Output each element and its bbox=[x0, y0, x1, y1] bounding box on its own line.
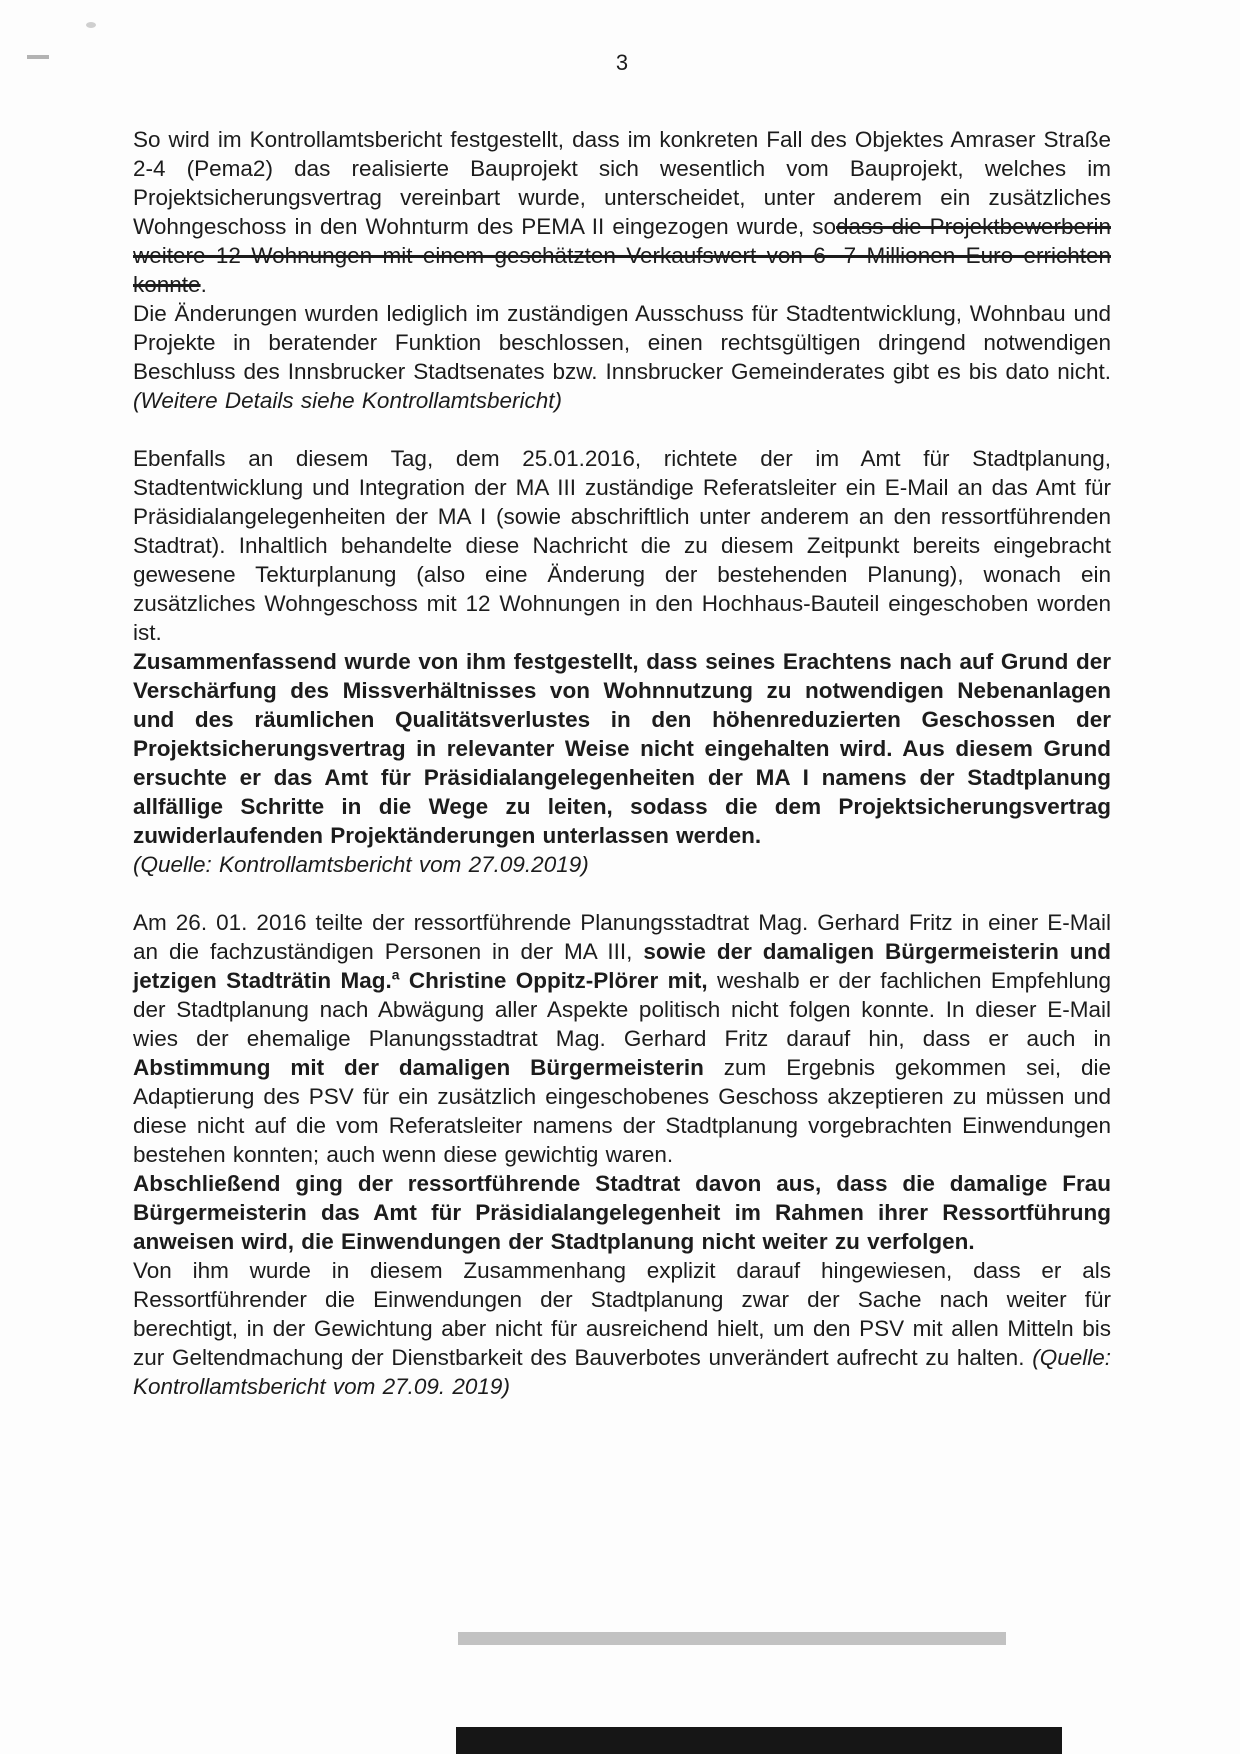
text-run: Am 26. 01. 2016 teilte der ressortführende Planungsstadtrat Mag. Gerhard Fritz in einer E-Mail an die fachzuständigen Personen in der MA III, bbox=[133, 910, 1111, 964]
text-column bbox=[133, 48, 1111, 1401]
text-run: Ebenfalls an diesem Tag, dem 25.01.2016, richtete der im Amt für Stadtplanung, Stadtentwicklung und Integration der MA III zuständige Referatsleiter ein E-Mail an das Amt für Präsidialangelegenheiten der MA I (sowie abschriftlich unter anderem an den ressortführenden Stadtrat). Inhaltlich behandelte diese Nachricht die zu diesem Zeitpunkt bereits eingebracht gewesene Tekturplanung (also eine Änderung der bestehenden Planung), wonach ein zusätzliches Wohngeschoss mit 12 Wohnungen in den Hochhaus-Bauteil eingeschoben worden ist. bbox=[133, 446, 1111, 645]
text-run: (Quelle: Kontrollamtsbericht vom 27.09. 2019) bbox=[133, 1345, 1111, 1399]
scan-artifact-dash bbox=[27, 55, 49, 59]
page-number: 3 bbox=[615, 50, 629, 75]
text-run: (Weitere Details siehe Kontrollamtsbericht) bbox=[133, 388, 562, 413]
para-email-referatsleiter bbox=[133, 444, 1111, 647]
para-von-ihm bbox=[133, 1256, 1111, 1401]
text-run: zum Ergebnis gekommen sei, die Adaptierung des PSV für ein zusätzlich eingeschobenes Geschoss akzeptieren zu müssen und diese nicht auf die vom Referatsleiter namens der Stadtplanung vorgebrachten Einwendungen bestehen konnten; auch wenn diese gewichtig waren. bbox=[133, 1055, 1111, 1167]
para-kontrollamtsbericht-feststellung bbox=[133, 125, 1111, 299]
text-run: Von ihm wurde in diesem Zusammenhang explizit darauf hingewiesen, dass er als Ressortführender die Einwendungen der Stadtplanung zwar der Sache nach weiter für berechtigt, in der Gewichtung aber nicht für ausreichend hielt, um den PSV mit allen Mitteln bis zur Geltendmachung der Dienstbarkeit des Bauverbotes unverändert aufrecht zu halten. bbox=[133, 1258, 1111, 1370]
para-zusammenfassung-bold bbox=[133, 647, 1111, 850]
scan-artifact-speck bbox=[86, 22, 96, 28]
text-run: So wird im Kontrollamtsbericht festgestellt, dass im konkreten Fall des Objektes Amraser Straße 2-4 (Pema2) das realisierte Bauprojekt sich wesentlich vom Bauprojekt, welches im Projektsicherungsvertrag vereinbart wurde, unterscheidet, unter anderem ein zusätzliches Wohngeschoss in den Wohnturm des PEMA II eingezogen wurde, so bbox=[133, 127, 1111, 239]
text-run: Die Änderungen wurden lediglich im zuständigen Ausschuss für Stadtentwicklung, Wohnbau und Projekte in beratender Funktion beschlossen, einen rechtsgültigen dringend notwendigen Beschluss des Innsbrucker Stadtsenates bzw. Innsbrucker Gemeinderates gibt es bis dato nicht. bbox=[133, 301, 1111, 384]
para-quelle-1 bbox=[133, 850, 1111, 879]
document-body bbox=[133, 125, 1111, 1401]
scan-artifact-black-bar bbox=[456, 1727, 1062, 1754]
para-email-fritz bbox=[133, 908, 1111, 1169]
text-run: Abschließend ging der ressortführende Stadtrat davon aus, dass die damalige Frau Bürgermeisterin das Amt für Präsidialangelegenheit im Rahmen ihrer Ressortführung anweisen wird, die Einwendungen der Stadtplanung nicht weiter zu verfolgen. bbox=[133, 1171, 1111, 1254]
text-run: Abstimmung mit der damaligen Bürgermeisterin bbox=[133, 1055, 704, 1080]
text-run: Zusammenfassend wurde von ihm festgestellt, dass seines Erachtens nach auf Grund der Verschärfung des Missverhältnisses von Wohnnutzung zu notwendigen Nebenanlagen und des räumlichen Qualitätsverlustes in den höhenreduzierten Geschossen der Projektsicherungsvertrag in relevanter Weise nicht eingehalten wird. Aus diesem Grund ersuchte er das Amt für Präsidialangelegenheiten der MA I namens der Stadtplanung allfällige Schritte in die Wege zu leiten, sodass die dem Projektsicherungsvertrag zuwiderlaufenden Projektänderungen unterlassen werden. bbox=[133, 649, 1111, 848]
para-abschliessend-bold bbox=[133, 1169, 1111, 1256]
text-run: weshalb er der fachlichen Empfehlung der Stadtplanung nach Abwägung aller Aspekte politisch nicht folgen konnte. In dieser E-Mail wies der ehemalige Planungsstadtrat Mag. Gerhard Fritz darauf hin, dass er auch in bbox=[133, 968, 1111, 1051]
text-run: . bbox=[200, 272, 207, 297]
text-run: sowie der damaligen Bürgermeisterin und jetzigen Stadträtin Mag. bbox=[133, 939, 1111, 993]
scan-artifact-gray-bar bbox=[458, 1632, 1006, 1645]
text-run: dass die Projektbewerberin weitere 12 Wohnungen mit einem geschätzten Verkaufswert von 6 -7 Millionen Euro errichten konnte bbox=[133, 214, 1111, 297]
para-aenderungen-ausschuss bbox=[133, 299, 1111, 415]
text-run: (Quelle: Kontrollamtsbericht vom 27.09.2019) bbox=[133, 852, 589, 877]
text-run: Christine Oppitz-Plörer mit, bbox=[399, 968, 708, 993]
text-run: a bbox=[391, 966, 400, 983]
